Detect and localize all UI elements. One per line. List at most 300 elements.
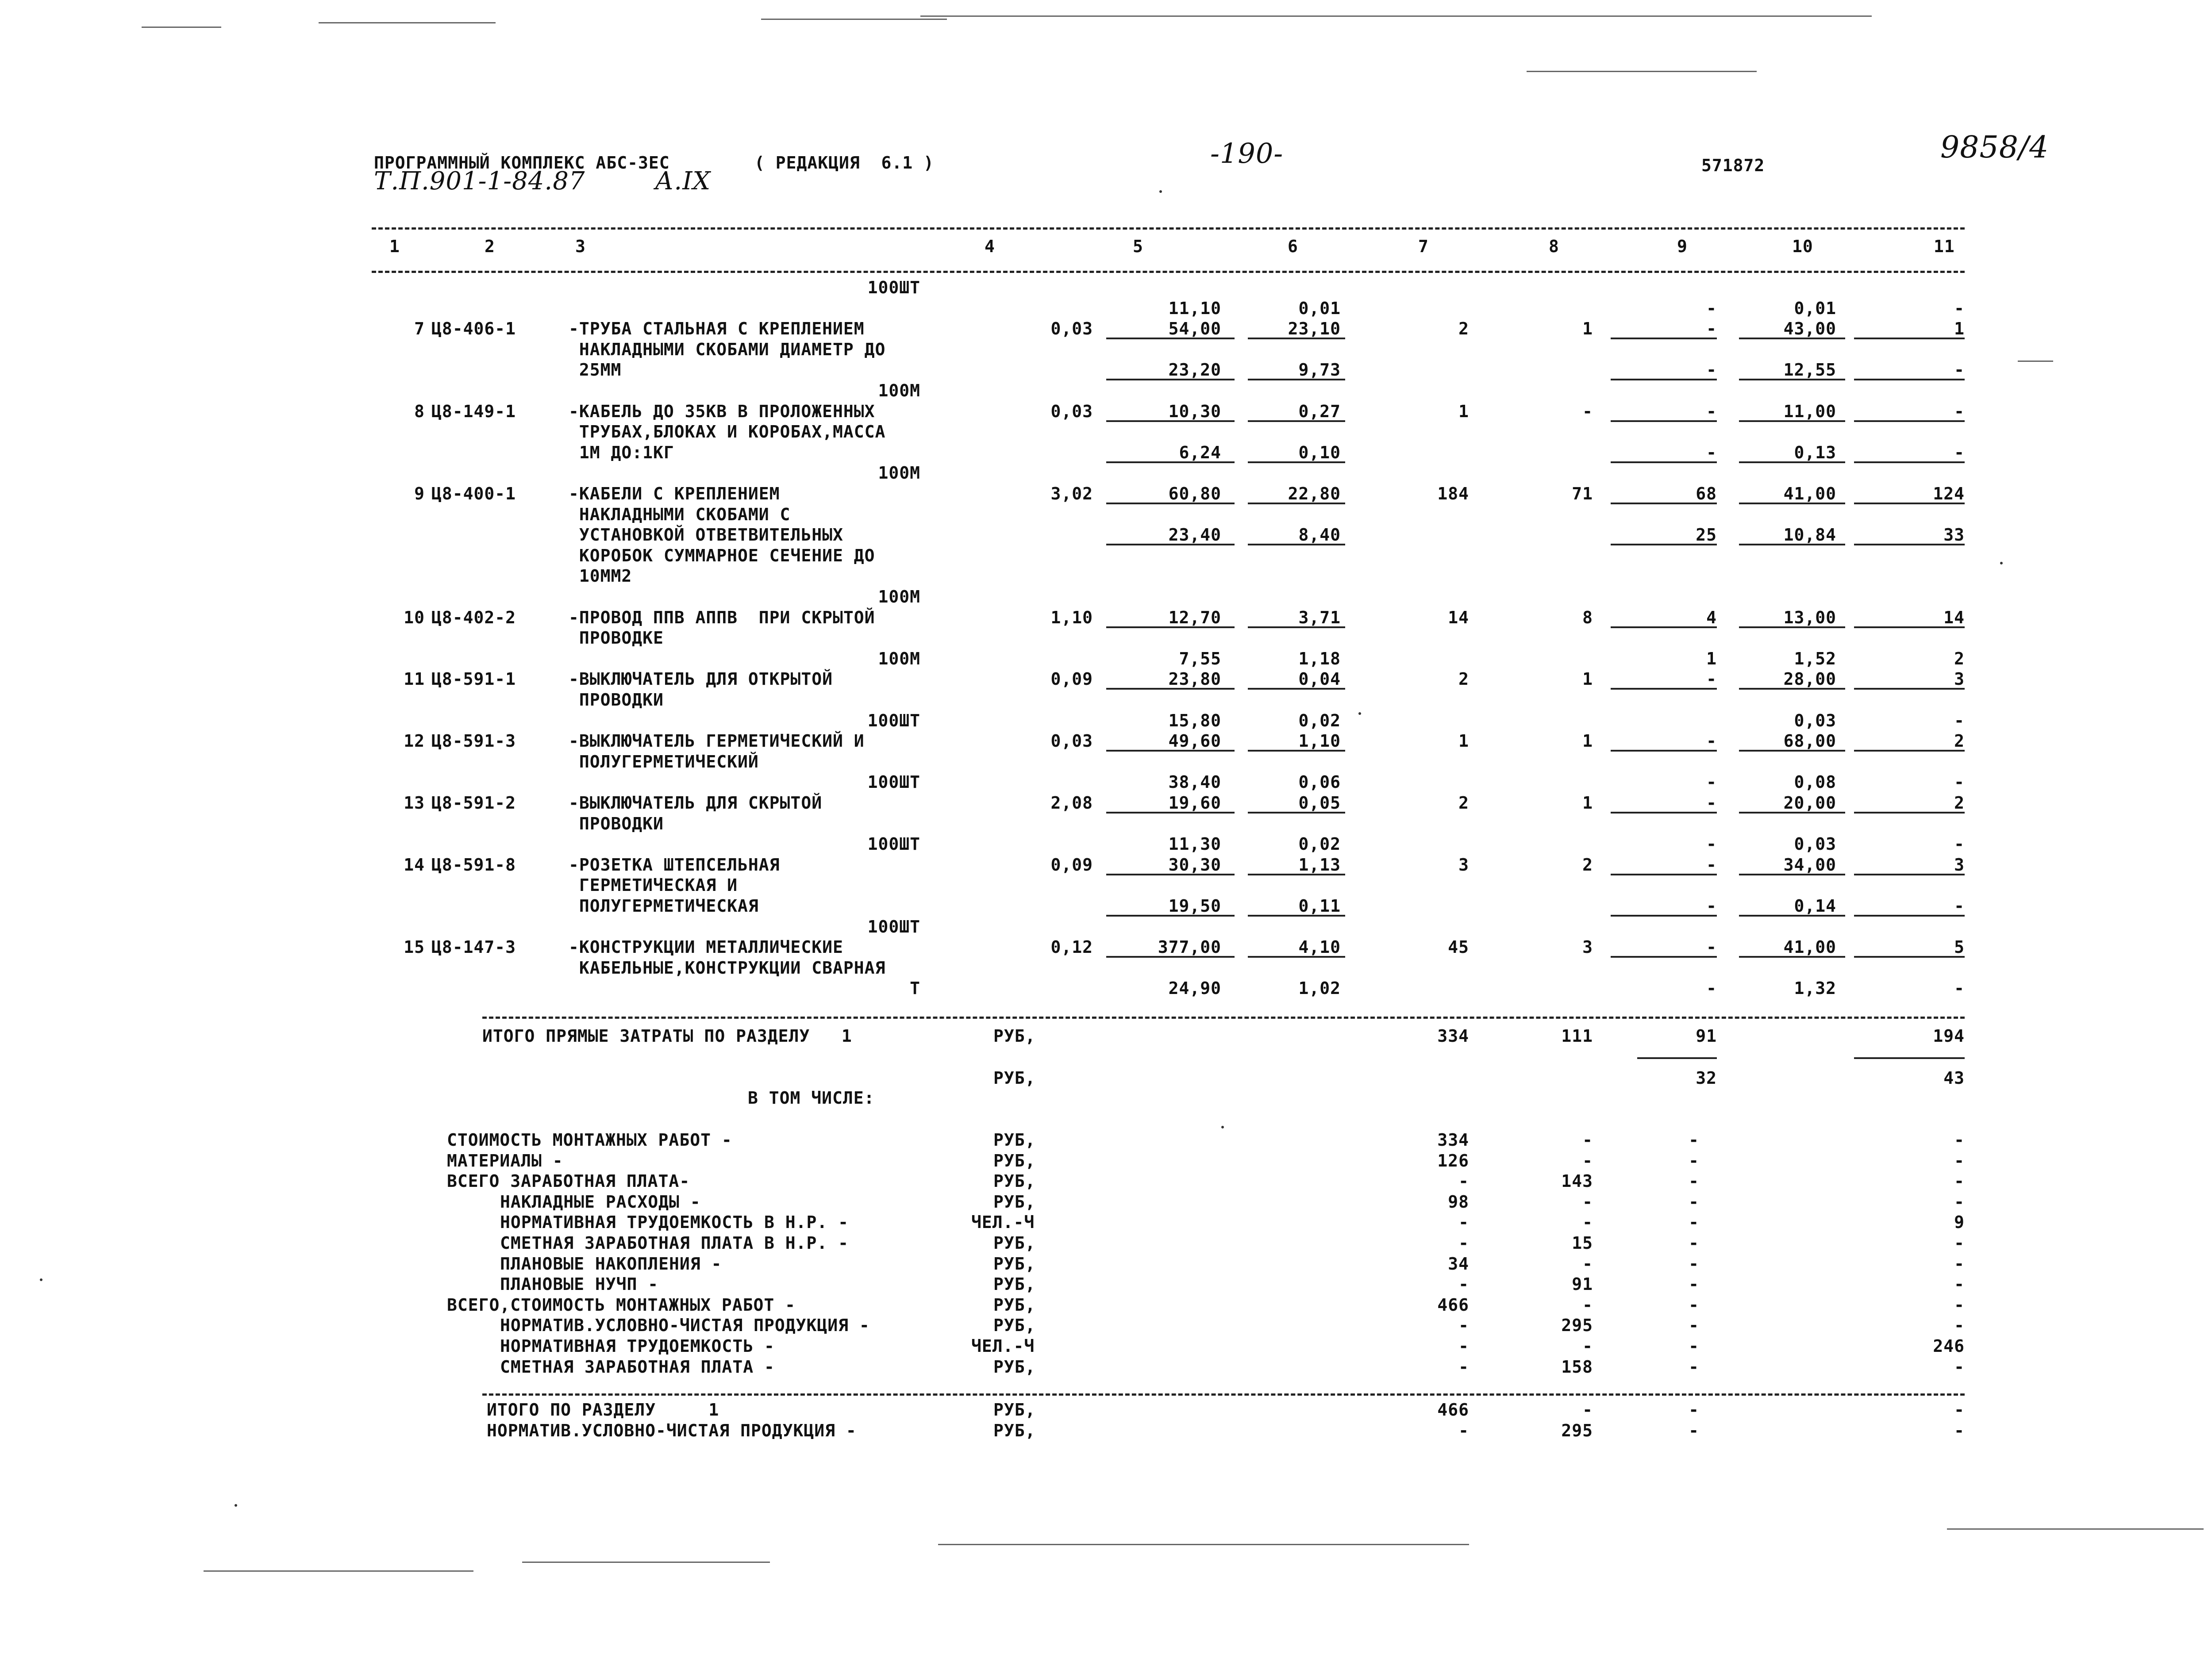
- summary-label: СМЕТНАЯ ЗАРАБОТНАЯ ПЛАТА -: [500, 1357, 775, 1377]
- cell-c10: 20,00: [1783, 793, 1836, 813]
- cell-a6: 0,02: [1298, 834, 1341, 854]
- column-header-10: 10: [1792, 237, 1813, 256]
- cell-desc: НАКЛАДНЫМИ СКОБАМИ ДИАМЕТР ДО: [569, 340, 886, 359]
- scan-speck: [1358, 712, 1361, 715]
- summary-col8: 15: [1572, 1233, 1593, 1253]
- section-total-col7: -: [1458, 1421, 1469, 1440]
- cell-desc: -РОЗЕТКА ШТЕПСЕЛЬНАЯ: [569, 855, 780, 875]
- summary-unit: РУБ,: [993, 1254, 1036, 1274]
- cell-a6: 1,02: [1298, 979, 1341, 998]
- value-divider: [1106, 461, 1235, 463]
- cell-c7: 184: [1437, 484, 1469, 503]
- cell-c9: 25: [1696, 525, 1717, 545]
- summary-col8: 158: [1561, 1357, 1593, 1377]
- cell-desc: ПРОВОДКИ: [569, 814, 664, 833]
- value-divider: [1611, 626, 1717, 628]
- value-divider: [1248, 915, 1345, 917]
- cell-desc: 10ММ2: [569, 566, 632, 586]
- cell-a5: 11,10: [1168, 299, 1221, 318]
- summary-label: ВСЕГО ЗАРАБОТНАЯ ПЛАТА-: [447, 1171, 690, 1191]
- total-direct-col9-sub: 32: [1696, 1068, 1717, 1088]
- cell-a5: 54,00: [1168, 319, 1221, 338]
- value-divider: [1611, 956, 1717, 958]
- cell-code: Ц8-149-1: [431, 402, 516, 421]
- summary-label: ВСЕГО,СТОИМОСТЬ МОНТАЖНЫХ РАБОТ -: [447, 1295, 796, 1315]
- cell-desc: -КАБЕЛИ С КРЕПЛЕНИЕМ: [569, 484, 780, 503]
- summary-col11: 9: [1954, 1213, 1965, 1232]
- cell-c11: 3: [1954, 855, 1965, 875]
- cell-c9: -: [1706, 834, 1717, 854]
- value-divider: [1739, 544, 1845, 545]
- summary-unit: РУБ,: [993, 1171, 1036, 1191]
- summary-col11: -: [1954, 1171, 1965, 1191]
- value-divider: [1611, 915, 1717, 917]
- value-divider: [1248, 874, 1345, 875]
- column-header-7: 7: [1418, 237, 1429, 256]
- cell-c10: 13,00: [1783, 608, 1836, 627]
- cell-a5: 15,80: [1168, 711, 1221, 730]
- value-divider: [1739, 626, 1845, 628]
- summary-col9: -: [1689, 1336, 1699, 1356]
- cell-a6: 0,10: [1298, 443, 1341, 462]
- cell-c7: 2: [1458, 793, 1469, 813]
- summary-unit: РУБ,: [993, 1130, 1036, 1150]
- scan-line: [319, 22, 496, 23]
- cell-c9: 68: [1696, 484, 1717, 503]
- value-divider: [1248, 503, 1345, 504]
- cell-c11: -: [1954, 299, 1965, 318]
- total-direct-col11-sub: 43: [1943, 1068, 1965, 1088]
- summary-col7: 126: [1437, 1151, 1469, 1170]
- album-label: А.IX: [655, 167, 711, 196]
- doc-code: 571872: [1701, 156, 1765, 175]
- summary-label: ПЛАНОВЫЕ НУЧП -: [500, 1274, 659, 1294]
- cell-n: 10: [404, 608, 425, 627]
- cell-desc: -КОНСТРУКЦИИ МЕТАЛЛИЧЕСКИЕ: [569, 937, 843, 957]
- scan-speck: [40, 1278, 42, 1281]
- cell-n: 8: [414, 402, 425, 421]
- column-header-5: 5: [1133, 237, 1143, 256]
- cell-desc: ПОЛУГЕРМЕТИЧЕСКАЯ: [569, 896, 759, 916]
- value-divider: [1739, 420, 1845, 422]
- cell-desc: КОРОБОК СУММАРНОЕ СЕЧЕНИЕ ДО: [569, 546, 875, 565]
- summary-col9: -: [1689, 1316, 1699, 1335]
- value-divider: [1106, 503, 1235, 504]
- scan-line: [142, 27, 221, 28]
- column-header-6: 6: [1288, 237, 1298, 256]
- cell-c11: 5: [1954, 937, 1965, 957]
- column-header-2: 2: [485, 237, 495, 256]
- cell-c10: 43,00: [1783, 319, 1836, 338]
- cell-unit: 100М: [878, 587, 920, 606]
- cell-c10: 0,13: [1794, 443, 1836, 462]
- summary-label: НОРМАТИВ.УСЛОВНО-ЧИСТАЯ ПРОДУКЦИЯ -: [500, 1316, 870, 1335]
- cell-c8: 71: [1572, 484, 1593, 503]
- cell-c10: 1,52: [1794, 649, 1836, 668]
- summary-col9: -: [1689, 1357, 1699, 1377]
- cell-c9: -: [1706, 937, 1717, 957]
- summary-col9: -: [1689, 1192, 1699, 1212]
- cell-a5: 19,60: [1168, 793, 1221, 813]
- cell-c10: 0,08: [1794, 772, 1836, 792]
- program-title: ПРОГРАММНЫЙ КОМПЛЕКС АБС-3ЕС: [374, 153, 670, 173]
- cell-n: 12: [404, 731, 425, 751]
- value-divider: [1106, 420, 1235, 422]
- scan-line: [938, 1544, 1469, 1545]
- cell-c10: 12,55: [1783, 360, 1836, 380]
- cell-c10: 0,01: [1794, 299, 1836, 318]
- cell-desc: -ВЫКЛЮЧАТЕЛЬ ДЛЯ ОТКРЫТОЙ: [569, 669, 833, 689]
- value-divider: [1106, 379, 1235, 380]
- value-divider: [1248, 750, 1345, 752]
- cell-c11: -: [1954, 360, 1965, 380]
- cell-unit: 100ШТ: [867, 711, 920, 730]
- value-divider: [1854, 338, 1965, 339]
- cell-code: Ц8-591-8: [431, 855, 516, 875]
- summary-col7: -: [1458, 1336, 1469, 1356]
- cell-code: Ц8-406-1: [431, 319, 516, 338]
- summary-unit: РУБ,: [993, 1192, 1036, 1212]
- summary-col9: -: [1689, 1171, 1699, 1191]
- cell-c10: 41,00: [1783, 937, 1836, 957]
- summary-unit: РУБ,: [993, 1233, 1036, 1253]
- summary-col8: 143: [1561, 1171, 1593, 1191]
- cell-c8: 2: [1582, 855, 1593, 875]
- cell-c10: 0,14: [1794, 896, 1836, 916]
- cell-desc: ТРУБАХ,БЛОКАХ И КОРОБАХ,МАССА: [569, 422, 886, 441]
- cell-a6: 3,71: [1298, 608, 1341, 627]
- total-direct-col7: 334: [1437, 1026, 1469, 1046]
- value-divider: [1248, 338, 1345, 339]
- summary-col9: -: [1689, 1295, 1699, 1315]
- summary-col8: -: [1582, 1295, 1593, 1315]
- value-divider: [1854, 956, 1965, 958]
- value-divider: [1106, 626, 1235, 628]
- cell-n: 14: [404, 855, 425, 875]
- summary-col7: -: [1458, 1357, 1469, 1377]
- cell-unit: 100М: [878, 381, 920, 400]
- cell-a5: 30,30: [1168, 855, 1221, 875]
- cell-c11: 1: [1954, 319, 1965, 338]
- summary-col9: -: [1689, 1130, 1699, 1150]
- summary-col7: 34: [1448, 1254, 1469, 1274]
- cell-desc: УСТАНОВКОЙ ОТВЕТВИТЕЛЬНЫХ: [569, 525, 843, 545]
- summary-unit: РУБ,: [993, 1357, 1036, 1377]
- cell-c9: -: [1706, 793, 1717, 813]
- cell-a6: 0,02: [1298, 711, 1341, 730]
- value-divider: [1611, 874, 1717, 875]
- summary-col8: -: [1582, 1213, 1593, 1232]
- project-code: Т.П.901-1-84.87: [374, 167, 585, 196]
- cell-k: 0,03: [1050, 731, 1093, 751]
- value-divider: [1611, 750, 1717, 752]
- value-divider: [1854, 874, 1965, 875]
- summary-col7: -: [1458, 1274, 1469, 1294]
- value-divider: [1248, 420, 1345, 422]
- section-total-col11: -: [1954, 1400, 1965, 1420]
- total-direct-col11: 194: [1933, 1026, 1965, 1046]
- summary-col7: -: [1458, 1316, 1469, 1335]
- including-heading: В ТОМ ЧИСЛЕ:: [748, 1088, 875, 1108]
- cell-unit: 100М: [878, 463, 920, 483]
- summary-label: СМЕТНАЯ ЗАРАБОТНАЯ ПЛАТА В Н.Р. -: [500, 1233, 849, 1253]
- cell-desc: -ВЫКЛЮЧАТЕЛЬ ГЕРМЕТИЧЕСКИЙ И: [569, 731, 865, 751]
- cell-c11: -: [1954, 443, 1965, 462]
- cell-code: Ц8-591-1: [431, 669, 516, 689]
- cell-n: 11: [404, 669, 425, 689]
- cell-a6: 1,18: [1298, 649, 1341, 668]
- cell-c9: -: [1706, 979, 1717, 998]
- cell-desc: -ВЫКЛЮЧАТЕЛЬ ДЛЯ СКРЫТОЙ: [569, 793, 823, 813]
- cell-c10: 0,03: [1794, 834, 1836, 854]
- cell-code: Ц8-591-2: [431, 793, 516, 813]
- value-divider: [1854, 812, 1965, 814]
- cell-c11: 2: [1954, 793, 1965, 813]
- section-total-col8: -: [1582, 1400, 1593, 1420]
- summary-col9: -: [1689, 1274, 1699, 1294]
- cell-c7: 1: [1458, 731, 1469, 751]
- cell-k: 0,03: [1050, 402, 1093, 421]
- cell-c10: 34,00: [1783, 855, 1836, 875]
- value-divider: [1611, 503, 1717, 504]
- cell-k: 0,09: [1050, 855, 1093, 875]
- scan-speck: [235, 1504, 237, 1507]
- summary-col7: -: [1458, 1213, 1469, 1232]
- cell-n: 13: [404, 793, 425, 813]
- summary-col11: -: [1954, 1254, 1965, 1274]
- summary-label: СТОИМОСТЬ МОНТАЖНЫХ РАБОТ -: [447, 1130, 732, 1150]
- cell-c11: 33: [1943, 525, 1965, 545]
- summary-col8: -: [1582, 1130, 1593, 1150]
- summary-col9: -: [1689, 1213, 1699, 1232]
- summary-col8: -: [1582, 1151, 1593, 1170]
- cell-c8: 8: [1582, 608, 1593, 627]
- cell-n: 9: [414, 484, 425, 503]
- cell-a6: 9,73: [1298, 360, 1341, 380]
- cell-a6: 0,27: [1298, 402, 1341, 421]
- total-rule-11: [1854, 1057, 1965, 1059]
- cell-a5: 10,30: [1168, 402, 1221, 421]
- value-divider: [1739, 338, 1845, 339]
- cell-code: Ц8-402-2: [431, 608, 516, 627]
- summary-col8: -: [1582, 1336, 1593, 1356]
- cell-c7: 14: [1448, 608, 1469, 627]
- value-divider: [1854, 420, 1965, 422]
- cell-unit: 100М: [878, 649, 920, 668]
- summary-col8: -: [1582, 1254, 1593, 1274]
- summary-col7: 334: [1437, 1130, 1469, 1150]
- column-header-11: 11: [1934, 237, 1955, 256]
- value-divider: [1248, 461, 1345, 463]
- cell-a6: 0,04: [1298, 669, 1341, 689]
- value-divider: [1106, 874, 1235, 875]
- total-direct-unit-2: РУБ,: [993, 1068, 1036, 1088]
- scan-line: [1947, 1528, 2204, 1530]
- cell-desc: ПРОВОДКЕ: [569, 628, 664, 648]
- value-divider: [1739, 688, 1845, 690]
- cell-c11: 2: [1954, 649, 1965, 668]
- cell-a5: 6,24: [1179, 443, 1221, 462]
- cell-code: Ц8-147-3: [431, 937, 516, 957]
- total-direct-label: ИТОГО ПРЯМЫЕ ЗАТРАТЫ ПО РАЗДЕЛУ 1: [482, 1026, 852, 1046]
- cell-c10: 1,32: [1794, 979, 1836, 998]
- cell-desc: 1М ДО:1КГ: [569, 443, 674, 462]
- cell-desc: ПРОВОДКИ: [569, 690, 664, 710]
- section-total-col9: -: [1689, 1421, 1699, 1440]
- cell-a5: 23,20: [1168, 360, 1221, 380]
- value-divider: [1248, 626, 1345, 628]
- value-divider: [1611, 379, 1717, 380]
- cell-a6: 0,05: [1298, 793, 1341, 813]
- cell-unit: 100ШТ: [867, 917, 920, 936]
- cell-a6: 23,10: [1288, 319, 1341, 338]
- summary-col11: -: [1954, 1316, 1965, 1335]
- summary-label: МАТЕРИАЛЫ -: [447, 1151, 563, 1170]
- cell-desc: КАБЕЛЬНЫЕ,КОНСТРУКЦИИ СВАРНАЯ: [569, 958, 886, 978]
- cell-c7: 1: [1458, 402, 1469, 421]
- cell-desc: НАКЛАДНЫМИ СКОБАМИ С: [569, 505, 791, 524]
- summary-col11: -: [1954, 1130, 1965, 1150]
- cell-c7: 2: [1458, 319, 1469, 338]
- summary-unit: РУБ,: [993, 1274, 1036, 1294]
- cell-c8: 1: [1582, 669, 1593, 689]
- value-divider: [1854, 503, 1965, 504]
- value-divider: [1854, 544, 1965, 545]
- summary-unit: РУБ,: [993, 1316, 1036, 1335]
- cell-unit: 100ШТ: [867, 834, 920, 854]
- summary-label: НОРМАТИВНАЯ ТРУДОЕМКОСТЬ -: [500, 1336, 775, 1356]
- cell-c9: 1: [1706, 649, 1717, 668]
- cell-c10: 41,00: [1783, 484, 1836, 503]
- section-total-col7: 466: [1437, 1400, 1469, 1420]
- summary-label: НАКЛАДНЫЕ РАСХОДЫ -: [500, 1192, 701, 1212]
- value-divider: [1611, 420, 1717, 422]
- column-header-4: 4: [985, 237, 995, 256]
- value-divider: [1854, 461, 1965, 463]
- summary-col11: -: [1954, 1192, 1965, 1212]
- cell-desc: ПОЛУГЕРМЕТИЧЕСКИЙ: [569, 752, 759, 771]
- value-divider: [1611, 812, 1717, 814]
- section-total-col9: -: [1689, 1400, 1699, 1420]
- summary-col8: 295: [1561, 1316, 1593, 1335]
- value-divider: [1739, 503, 1845, 504]
- cell-c11: 3: [1954, 669, 1965, 689]
- summary-col9: -: [1689, 1233, 1699, 1253]
- cell-a6: 1,13: [1298, 855, 1341, 875]
- scan-line: [761, 19, 947, 20]
- cell-n: 7: [414, 319, 425, 338]
- cell-c11: -: [1954, 711, 1965, 730]
- value-divider: [1106, 688, 1235, 690]
- cell-k: 0,09: [1050, 669, 1093, 689]
- cell-c8: 1: [1582, 793, 1593, 813]
- scan-line: [522, 1562, 770, 1563]
- items-end-rule: [482, 1017, 1965, 1019]
- sheet-reference: 9858/4: [1940, 130, 2049, 165]
- cell-c8: 1: [1582, 731, 1593, 751]
- cell-c9: -: [1706, 443, 1717, 462]
- cell-c8: -: [1582, 402, 1593, 421]
- value-divider: [1854, 688, 1965, 690]
- cell-a5: 11,30: [1168, 834, 1221, 854]
- summary-col8: 91: [1572, 1274, 1593, 1294]
- column-header-3: 3: [575, 237, 586, 256]
- value-divider: [1248, 688, 1345, 690]
- summary-col8: -: [1582, 1192, 1593, 1212]
- cell-desc: ГЕРМЕТИЧЕСКАЯ И: [569, 875, 738, 895]
- cell-c9: -: [1706, 855, 1717, 875]
- cell-desc: -ПРОВОД ППВ АППВ ПРИ СКРЫТОЙ: [569, 608, 875, 627]
- cell-c11: 14: [1943, 608, 1965, 627]
- cell-code: Ц8-591-3: [431, 731, 516, 751]
- cell-unit: 100ШТ: [867, 278, 920, 297]
- column-header-rule: [372, 271, 1965, 273]
- cell-a6: 4,10: [1298, 937, 1341, 957]
- column-header-1: 1: [389, 237, 400, 256]
- value-divider: [1854, 379, 1965, 380]
- cell-a6: 1,10: [1298, 731, 1341, 751]
- total-direct-unit: РУБ,: [993, 1026, 1036, 1046]
- summary-unit: ЧЕЛ.-Ч: [971, 1336, 1035, 1356]
- cell-c9: -: [1706, 360, 1717, 380]
- cell-a5: 377,00: [1158, 937, 1221, 957]
- cell-n: 15: [404, 937, 425, 957]
- cell-c10: 28,00: [1783, 669, 1836, 689]
- value-divider: [1248, 812, 1345, 814]
- cell-a5: 38,40: [1168, 772, 1221, 792]
- section-total-label: НОРМАТИВ.УСЛОВНО-ЧИСТАЯ ПРОДУКЦИЯ -: [487, 1421, 857, 1440]
- value-divider: [1739, 812, 1845, 814]
- value-divider: [1248, 956, 1345, 958]
- summary-col11: -: [1954, 1151, 1965, 1170]
- scan-line: [1527, 71, 1757, 72]
- section-total-unit: РУБ,: [993, 1421, 1036, 1440]
- value-divider: [1739, 461, 1845, 463]
- section-total-col8: 295: [1561, 1421, 1593, 1440]
- total-rule-9: [1637, 1057, 1717, 1059]
- cell-c11: -: [1954, 772, 1965, 792]
- value-divider: [1739, 379, 1845, 380]
- total-direct-col9: 91: [1696, 1026, 1717, 1046]
- cell-a6: 8,40: [1298, 525, 1341, 545]
- column-header-9: 9: [1677, 237, 1688, 256]
- section-total-col11: -: [1954, 1421, 1965, 1440]
- cell-c11: -: [1954, 896, 1965, 916]
- summary-col11: 246: [1933, 1336, 1965, 1356]
- scan-speck: [1221, 1126, 1224, 1128]
- cell-c11: 2: [1954, 731, 1965, 751]
- summary-col7: 98: [1448, 1192, 1469, 1212]
- table-top-rule: [372, 227, 1965, 230]
- cell-c7: 45: [1448, 937, 1469, 957]
- value-divider: [1854, 915, 1965, 917]
- cell-a5: 19,50: [1168, 896, 1221, 916]
- value-divider: [1248, 544, 1345, 545]
- cell-c11: 124: [1933, 484, 1965, 503]
- cell-c7: 2: [1458, 669, 1469, 689]
- cell-unit: Т: [910, 979, 920, 998]
- value-divider: [1611, 461, 1717, 463]
- value-divider: [1611, 688, 1717, 690]
- cell-c8: 1: [1582, 319, 1593, 338]
- value-divider: [1106, 750, 1235, 752]
- summary-col9: -: [1689, 1254, 1699, 1274]
- summary-col11: -: [1954, 1295, 1965, 1315]
- value-divider: [1739, 956, 1845, 958]
- cell-c11: -: [1954, 402, 1965, 421]
- summary-unit: РУБ,: [993, 1151, 1036, 1170]
- cell-a5: 12,70: [1168, 608, 1221, 627]
